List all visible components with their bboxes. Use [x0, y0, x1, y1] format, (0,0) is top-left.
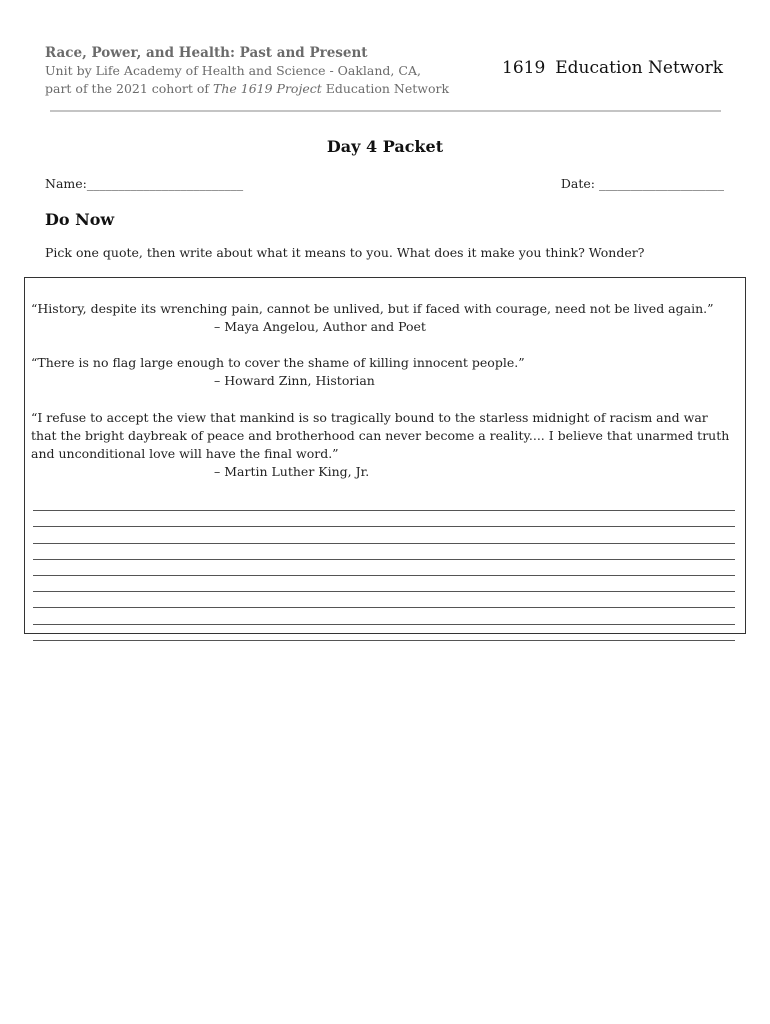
brand-name: Education Network: [555, 58, 723, 78]
brand-number: 1619: [502, 58, 546, 78]
unit-title: Race, Power, and Health: Past and Present: [45, 45, 368, 61]
subtitle-suffix: Education Network: [321, 81, 450, 96]
answer-line[interactable]: [33, 527, 735, 543]
document-header: [45, 44, 735, 104]
unit-subtitle-line-2: [45, 80, 735, 98]
answer-lines[interactable]: [33, 495, 735, 641]
subtitle-prefix: part of the 2021 cohort of: [45, 81, 213, 96]
answer-line[interactable]: [33, 544, 735, 560]
answer-line[interactable]: [33, 608, 735, 624]
brand-logo: [502, 58, 723, 78]
quote-item: [31, 409, 736, 481]
quote-item: [31, 354, 736, 390]
packet-title: Day 4 Packet: [326, 137, 444, 156]
quote-text: “History, despite its wrenching pain, cannot be unlived, but if faced with courage, need not be lived again.”: [31, 301, 714, 316]
quote-attribution: – Howard Zinn, Historian: [214, 373, 375, 388]
quote-box: [24, 277, 746, 634]
answer-line[interactable]: [33, 511, 735, 527]
date-field[interactable]: Date: ____________________: [560, 176, 724, 191]
quote-attribution: – Martin Luther King, Jr.: [214, 464, 370, 479]
header-divider: [50, 110, 721, 112]
quote-attribution: – Maya Angelou, Author and Poet: [214, 319, 426, 334]
project-name: The 1619 Project: [212, 81, 322, 96]
answer-line[interactable]: [33, 495, 735, 511]
answer-line[interactable]: [33, 592, 735, 608]
quote-item: [31, 300, 736, 336]
quote-text: “I refuse to accept the view that mankind is so tragically bound to the starless midnight of racism and war that the bright daybreak of peace and brotherhood can never become a reality.... I believe that unarmed truth and unconditional love will have the final word.”: [31, 410, 730, 461]
answer-line[interactable]: [33, 576, 735, 592]
answer-line[interactable]: [33, 625, 735, 641]
do-now-heading: Do Now: [45, 210, 115, 229]
answer-line[interactable]: [33, 560, 735, 576]
do-now-instructions: Pick one quote, then write about what it means to you. What does it make you think? Wonder?: [45, 245, 645, 260]
name-field[interactable]: Name:_________________________: [45, 176, 244, 191]
quote-text: “There is no flag large enough to cover the shame of killing innocent people.”: [31, 355, 525, 370]
unit-subtitle-line-1: Unit by Life Academy of Health and Science - Oakland, CA,: [45, 63, 421, 78]
